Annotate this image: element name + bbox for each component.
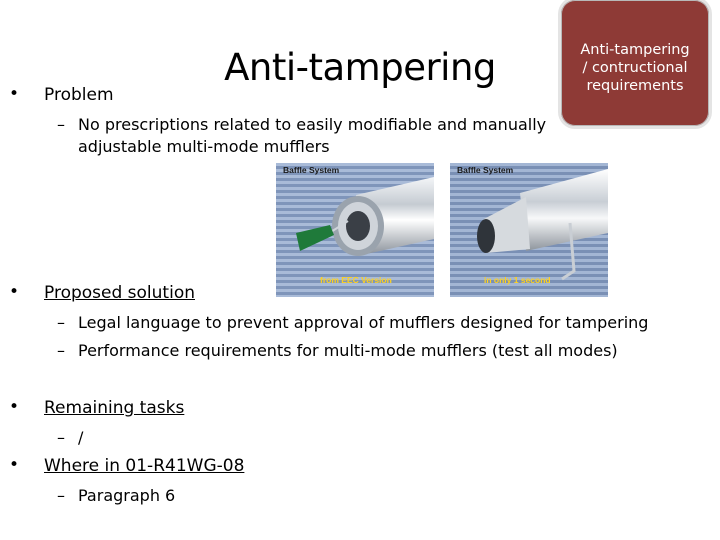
dash-icon: –	[57, 313, 65, 332]
remaining-task-item: /	[78, 428, 84, 447]
slide-title: Anti-tampering	[224, 46, 496, 89]
solution-item-performance: Performance requirements for multi-mode mufflers (test all modes)	[78, 341, 618, 360]
muffler-photo-eec	[276, 163, 434, 297]
dash-icon: –	[57, 341, 65, 360]
bullet-dot-icon: •	[9, 282, 20, 302]
bullet-dot-icon: •	[9, 397, 20, 417]
image-caption-bottom: in only 1 second	[484, 275, 551, 285]
problem-detail-line-1: No prescriptions related to easily modifiable and manually	[78, 115, 547, 134]
bullet-proposed-solution: Proposed solution	[44, 283, 195, 303]
dash-icon: –	[57, 486, 65, 505]
solution-item-legal: Legal language to prevent approval of mufflers designed for tampering	[78, 313, 649, 332]
image-caption-top: Baffle System	[457, 165, 514, 175]
muffler-photo-one-second	[450, 163, 608, 297]
dash-icon: –	[57, 115, 65, 134]
bullet-dot-icon: •	[9, 455, 20, 475]
dash-icon: –	[57, 428, 65, 447]
bullet-problem: Problem	[44, 85, 114, 105]
where-in-paragraph: Paragraph 6	[78, 486, 176, 505]
bullet-dot-icon: •	[9, 84, 20, 104]
image-caption-bottom: from EEC Version	[320, 275, 392, 285]
image-caption-top: Baffle System	[283, 165, 340, 175]
problem-detail-line-2: adjustable multi-mode mufflers	[78, 137, 330, 156]
section-badge: Anti-tampering / contructional requirements	[561, 0, 709, 126]
bullet-where-in: Where in 01-R41WG-08	[44, 456, 245, 476]
bullet-remaining-tasks: Remaining tasks	[44, 398, 185, 418]
